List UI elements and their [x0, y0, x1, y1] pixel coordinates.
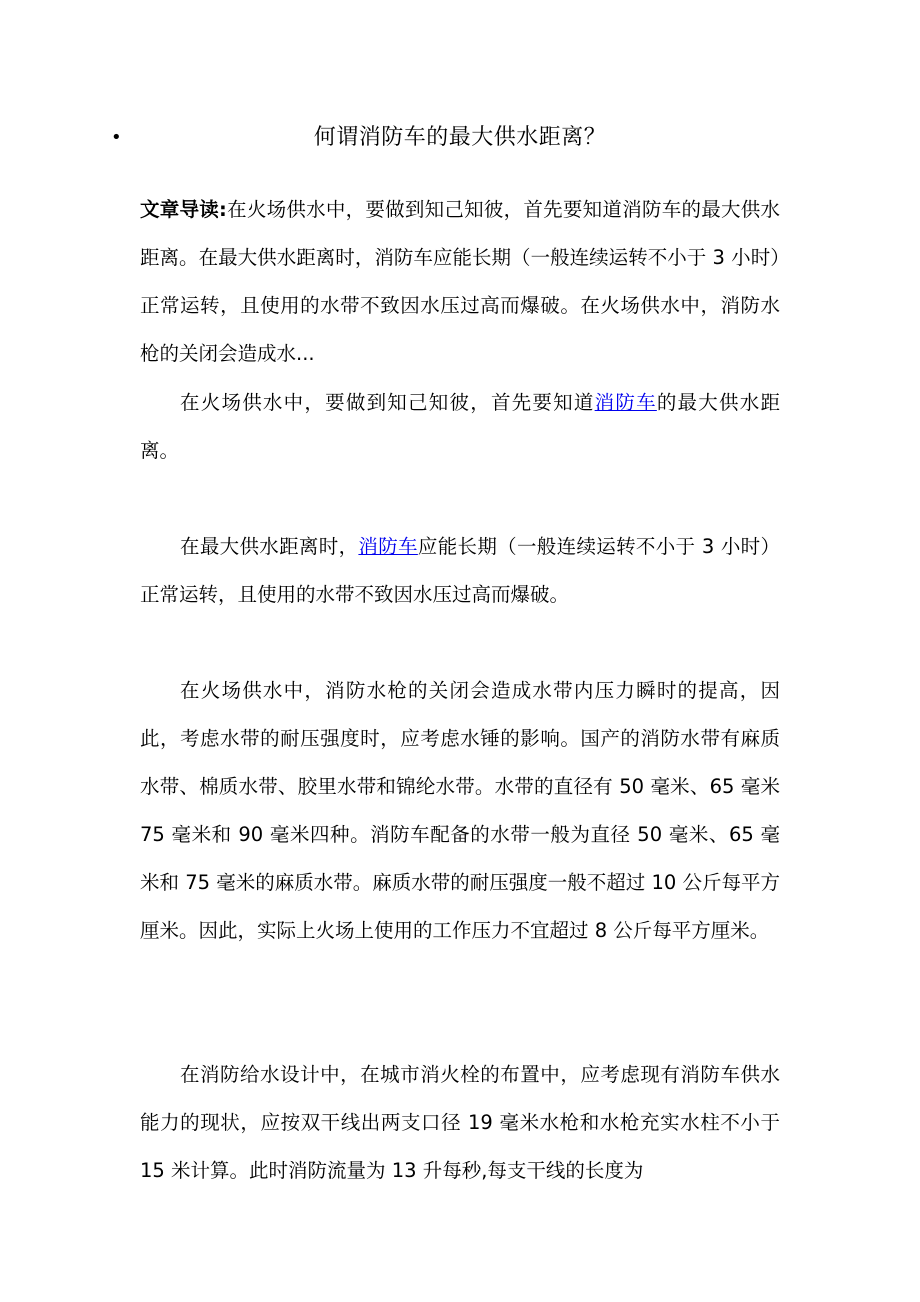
- paragraph-2: [140, 523, 780, 619]
- paragraph-4: 在消防给水设计中，在城市消火栓的布置中，应考虑现有消防车供水能力的现状，应按双干线出两支口径 19 毫米水枪和水枪充实水柱不小于 15 米计算。此时消防流量为 13 升每秒,每支干线的长度为: [140, 1063, 780, 1182]
- fire-truck-link-1[interactable]: 消防车: [594, 391, 657, 414]
- paragraph-3: 在火场供水中，消防水枪的关闭会造成水带内压力瞬时的提高，因此，考虑水带的耐压强度时，应考虑水锤的影响。国产的消防水带有麻质水带、棉质水带、胶里水带和锦纶水带。水带的直径有 50 毫米、65 毫米 75 毫米和 90 毫米四种。消防车配备的水带一般为直径 50 毫米、65 毫米和 75 毫米的麻质水带。麻质水带的耐压强度一般不超过 10 公斤每平方厘米。因此，实际上火场上使用的工作压力不宜超过 8 公斤每平方厘米。: [140, 679, 780, 942]
- paragraph-1-before: 在火场供水中，要做到知己知彼，首先要知道: [180, 391, 595, 414]
- intro-paragraph: [140, 186, 780, 378]
- paragraph-1-after: 的最大供水距离。: [140, 391, 780, 462]
- intro-text: 在火场供水中，要做到知己知彼，首先要知道消防车的最大供水距离。在最大供水距离时，消防车应能长期（一般连续运转不小于 3 小时）正常运转，且使用的水带不致因水压过高而爆破。在火场供水中，消防水枪的关闭会造成水...: [140, 198, 780, 365]
- fire-truck-link-2[interactable]: 消防车: [358, 535, 418, 558]
- list-bullet: •: [111, 127, 122, 148]
- intro-label: 文章导读:: [140, 198, 227, 221]
- paragraph-1: [140, 379, 780, 475]
- paragraph-2-before: 在最大供水距离时，: [180, 535, 359, 558]
- article-title: 何谓消防车的最大供水距离？: [313, 125, 607, 150]
- paragraph-2-after: 应能长期（一般连续运转不小于 3 小时）正常运转，且使用的水带不致因水压过高而爆破。: [140, 535, 780, 606]
